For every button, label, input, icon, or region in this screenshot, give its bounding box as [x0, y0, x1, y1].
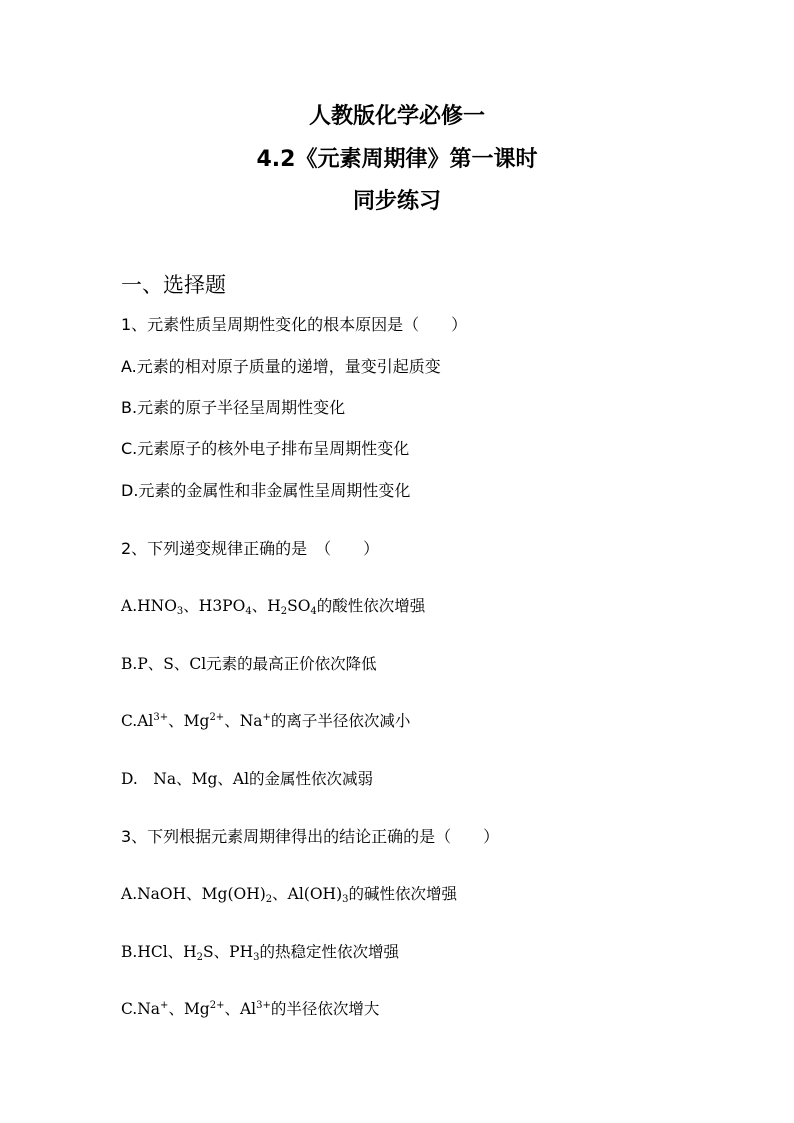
q3-option-b: B.HCl、$H_2S$、$PH_3$的热稳定性依次增强 — [121, 943, 400, 963]
doc-title-line-1: 人教版化学必修一 — [308, 104, 485, 129]
q3-stem: 3、下列根据元素周期律得出的结论正确的是（ ） — [121, 827, 500, 846]
q1-option-a: A.元素的相对原子质量的递增，量变引起质变 — [121, 357, 441, 376]
q1-option-d: D.元素的金属性和非金属性呈周期性变化 — [121, 481, 411, 500]
q2-option-a: $A.HNO_3$、$H3PO_4$、$H_2SO_4$的酸性依次增强 — [121, 597, 426, 617]
doc-title-line-2: 4.2《元素周期律》第一课时 — [256, 147, 538, 172]
doc-title-line-3: 同步练习 — [352, 189, 441, 214]
q3-option-c: C.Na+、$Mg^{2+}$、$Al^{3+}$的半径依次增大 — [121, 1000, 380, 1018]
section-heading: 一、选择题 — [121, 273, 226, 297]
q2-option-d: D. Na、Mg、Al的金属性依次减弱 — [121, 770, 374, 788]
q1-option-b: B.元素的原子半径呈周期性变化 — [121, 398, 346, 417]
q2-option-c: $C.Al^{3+}$、$Mg^{2+}$、Na+的离子半径依次减小 — [121, 712, 411, 730]
q2-option-b: B.P、S、Cl元素的最高正价依次降低 — [121, 655, 377, 673]
q2-stem: 2、下列递变规律正确的是 （ ） — [121, 539, 380, 558]
q3-option-a: A.NaOH、$Mg(OH)_2$、$Al(OH)_3$的碱性依次增强 — [121, 885, 458, 905]
q1-option-c: C.元素原子的核外电子排布呈周期性变化 — [121, 439, 410, 458]
q1-stem: 1、元素性质呈周期性变化的根本原因是（ ） — [121, 315, 468, 334]
